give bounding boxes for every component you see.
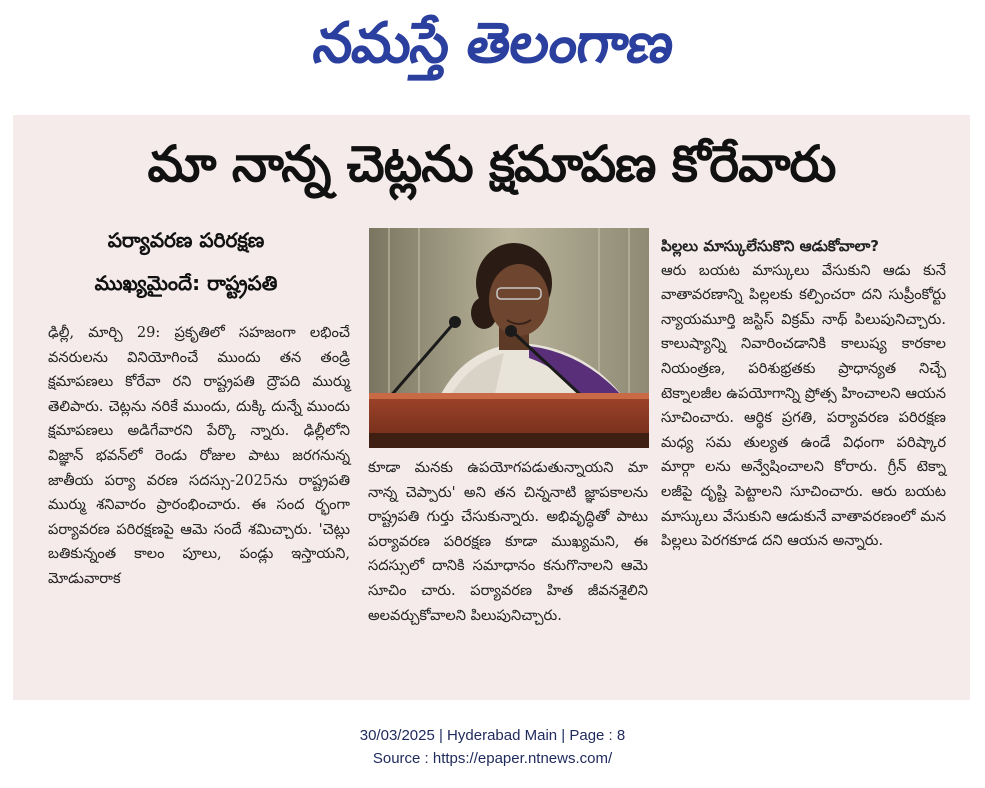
newspaper-title: నమస్తే తెలంగాణ — [309, 10, 678, 76]
column-3-heading: పిల్లలు మాస్కులేసుకొని ఆడుకోవాలా? — [661, 237, 880, 255]
column-1-text: ఢిల్లీ, మార్చి 29: ప్రకృతిలో సహజంగా లభించే వనరులను వినియోగించే ముందు తన తండ్రి క్షమాపణలు కోరేవా రని రాష్ట్రపతి ద్రౌపది ముర్ము తెలిపారు. చెట్లను నరికే ముందు, దుక్కి దున్నే ముందు క్షమాపణలు అడిగేవారని పేర్కొ న్నారు. ఢిల్లీలోని విజ్ఞాన్ భవన్‌లో రెండు రోజుల పాటు జరగనున్న జాతీయ పర్యా వరణ సదస్సు-2025ను రాష్ట్రపతి ముర్ము శనివారం ప్రారంభించారు. ఈ సంద ర్భంగా పర్యావరణ పరిరక్షణపై ఆమె సందే శమిచ్చారు. 'చెట్లు బతికున్నంత కాలం పూలు, పండ్లు ఇస్తాయని, మోడువారాక — [48, 324, 350, 587]
footer-source: Source : https://epaper.ntnews.com/ — [372, 750, 613, 767]
headline: మా నాన్న చెట్లను క్షమాపణ కోరేవారు — [147, 135, 836, 193]
column-2-text: కూడా మనకు ఉపయోగపడుతున్నాయని మా నాన్న చెప్పారు' అని తన చిన్ననాటి జ్ఞాపకాలను రాష్ట్రపతి గుర్తు చేసుకున్నారు. అభివృద్ధితో పాటు పర్యావరణ పరిరక్షణ కూడా ముఖ్యమని, ఈ సదస్సులో దానికి సమాధానం కనుగొనాలని ఆమె సూచిం చారు. పర్యావరణ హిత జీవనశైలిని అలవర్చుకోవాలని పిలుపునిచ్చారు. — [368, 459, 648, 624]
column-3-text: ఆరు బయట మాస్కులు వేసుకుని ఆడు కునే వాతావరణాన్ని పిల్లలకు కల్పించరా దని సుప్రీంకోర్టు న్యాయమూర్తి జస్టిస్ విక్రమ్ నాథ్ పిలుపునిచ్చారు. కాలుష్యాన్ని నివారించడానికి కాలుష్య కారకాల నియంత్రణ, పరిశుభ్రతకు ప్రాధాన్యత నిచ్చే టెక్నాలజీల ఉపయోగాన్ని ప్రోత్స హించాలని ఆయన సూచించారు. ఆర్థిక ప్రగతి, పర్యావరణ పరిరక్షణ మధ్య సమ తుల్యత ఉండే విధంగా పరిష్కార మార్గా లను అన్వేషించాలని కోరారు. గ్రీన్ టెక్నా లజీపై దృష్టి పెట్టాలని సూచించారు. ఆరు బయట మాస్కులు వేసుకుని ఆడుకునే వాతావరణంలో మన పిల్లలు పెరగకూడ దని ఆయన అన్నారు. — [661, 261, 946, 550]
subheadline-line1: పర్యావరణ పరిరక్షణ — [107, 228, 265, 252]
article-column-3 — [661, 234, 946, 554]
subheadline-line2: ముఖ్యమైందే: రాష్ట్రపతి — [94, 271, 278, 295]
masthead — [0, 0, 985, 100]
article-column-1 — [48, 321, 350, 592]
article-clipping — [13, 115, 970, 700]
article-column-2 — [368, 456, 648, 628]
president-photo — [369, 228, 649, 448]
footer-date-edition: 30/03/2025 | Hyderabad Main | Page : 8 — [359, 727, 626, 744]
